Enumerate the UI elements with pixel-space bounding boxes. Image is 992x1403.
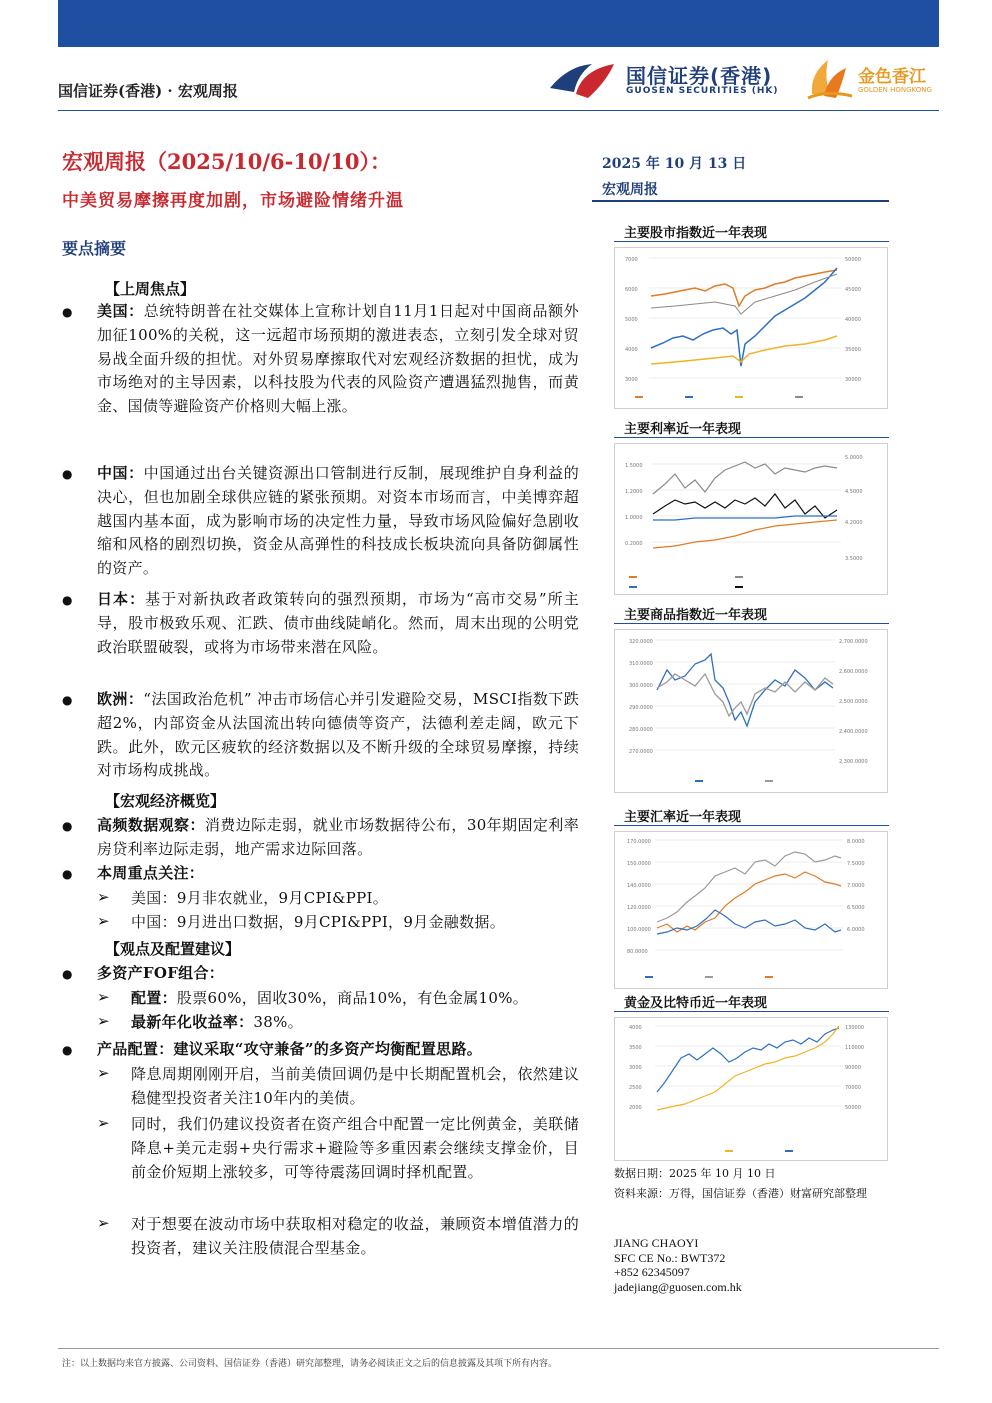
svg-text:5000: 5000 xyxy=(625,317,638,323)
chart-equity xyxy=(614,247,888,409)
label-product: 产品配置：建议采取“攻守兼备”的多资产均衡配置思路。 xyxy=(97,1040,483,1058)
text-cn: 中国通过出台关键资源出口管制进行反制，展现维护自身利益的决心，但也加剧全球供应链的紧张预期。对资本市场而言，中美博弈超越国内基本面，成为影响市场的决定性力量，导致市场风险偏好急剧收缩和风格的剧烈切换，资金从高弹性的科技成长板块流向具备防御属性的资产。 xyxy=(97,464,579,578)
chart-title-fx: 主要汇率近一年表现 xyxy=(624,810,742,825)
arrow-icon: ➢ xyxy=(97,1012,110,1030)
bullet-icon: ● xyxy=(62,693,73,707)
paragraph-us xyxy=(97,300,579,444)
svg-text:170.0000: 170.0000 xyxy=(627,839,651,845)
analyst-contact xyxy=(614,1236,742,1294)
report-type: 宏观周报 xyxy=(602,182,658,198)
text-yield: 38%。 xyxy=(253,1013,303,1031)
chart-rates xyxy=(614,443,888,595)
svg-text:1.0000: 1.0000 xyxy=(625,515,643,521)
svg-text:30000: 30000 xyxy=(845,377,861,383)
guosen-logo-cn: 国信证券(香港) xyxy=(626,64,773,88)
svg-text:6.0000: 6.0000 xyxy=(847,927,865,933)
chart-commodity xyxy=(614,629,888,793)
meta-divider xyxy=(592,200,889,202)
svg-text:35000: 35000 xyxy=(845,347,861,353)
label-jp: 日本： xyxy=(97,590,146,608)
svg-text:300.0000: 300.0000 xyxy=(629,683,653,689)
text-eu: “法国政治危机” 冲击市场信心并引发避险交易，MSCI指数下跌超2%，内部资金从法国流出转向德债等资产，法德利差走阔，欧元下跌。此外，欧元区疲软的经济数据以及不断升级的全球贸易摩擦，持续对市场构成挑战。 xyxy=(97,690,579,780)
svg-text:2,700.0000: 2,700.0000 xyxy=(839,639,868,645)
svg-text:310.0000: 310.0000 xyxy=(629,661,653,667)
svg-text:6.5000: 6.5000 xyxy=(847,905,865,911)
paragraph-cn xyxy=(97,462,579,582)
section-heading-macro: 【宏观经济概览】 xyxy=(105,792,226,810)
paragraph-fof xyxy=(97,962,579,986)
svg-text:3500: 3500 xyxy=(629,1045,642,1051)
label-yield: 最新年化收益率： xyxy=(131,1013,254,1031)
report-subtitle: 中美贸易摩擦再度加剧，市场避险情绪升温 xyxy=(62,191,404,211)
summary-heading: 要点摘要 xyxy=(62,239,127,258)
header-divider xyxy=(58,110,939,111)
svg-text:90000: 90000 xyxy=(845,1065,861,1071)
section-heading-advice: 【观点及配置建议】 xyxy=(105,940,241,958)
arrow-icon: ➢ xyxy=(97,1214,110,1232)
report-date: 2025 年 10 月 13 日 xyxy=(602,156,747,172)
svg-text:4000: 4000 xyxy=(629,1025,642,1031)
chart-fx xyxy=(614,831,888,989)
top-banner xyxy=(58,0,939,47)
golden-hongkong-logo xyxy=(806,56,946,104)
svg-text:7.5000: 7.5000 xyxy=(847,861,865,867)
svg-text:7000: 7000 xyxy=(625,257,638,263)
arrow-icon: ➢ xyxy=(97,988,110,1006)
advice-1: 降息周期刚刚开启，当前美债回调仍是中长期配置机会，依然建议稳健型投资者关注10年内的美债。 xyxy=(131,1065,579,1107)
golden-hongkong-en: GOLDEN HONGKONG xyxy=(858,86,932,94)
analyst-email[interactable]: jadejiang@guosen.com.hk xyxy=(614,1279,742,1294)
focus-us: 美国：9月非农就业，9月CPI&PPI。 xyxy=(131,889,389,907)
svg-text:4.2000: 4.2000 xyxy=(845,520,863,526)
data-date: 数据日期：2025 年 10 月 10 日 xyxy=(614,1167,776,1180)
header-label: 国信证券(香港) · 宏观周报 xyxy=(58,82,238,100)
arrow-icon: ➢ xyxy=(97,912,110,930)
svg-text:100.0000: 100.0000 xyxy=(627,927,651,933)
report-title: 宏观周报（2025/10/6-10/10）： xyxy=(62,149,391,174)
svg-text:140.0000: 140.0000 xyxy=(627,883,651,889)
svg-text:0.2000: 0.2000 xyxy=(625,541,643,547)
svg-text:150.0000: 150.0000 xyxy=(627,861,651,867)
svg-text:110000: 110000 xyxy=(845,1045,865,1051)
svg-text:7.0000: 7.0000 xyxy=(847,883,865,889)
chart-gold-btc xyxy=(614,1017,888,1161)
svg-text:2,400.0000: 2,400.0000 xyxy=(839,729,868,735)
svg-text:70000: 70000 xyxy=(845,1085,861,1091)
svg-text:280.0000: 280.0000 xyxy=(629,727,653,733)
svg-text:40000: 40000 xyxy=(845,317,861,323)
svg-text:50000: 50000 xyxy=(845,1105,861,1111)
chart-title-rule xyxy=(614,241,889,242)
svg-text:320.0000: 320.0000 xyxy=(629,639,653,645)
svg-text:2,500.0000: 2,500.0000 xyxy=(839,699,868,705)
chart-title-rates: 主要利率近一年表现 xyxy=(624,422,742,437)
chart-title-rule xyxy=(614,1011,889,1012)
svg-text:130000: 130000 xyxy=(845,1025,865,1031)
guosen-logo-icon xyxy=(548,58,620,104)
golden-hongkong-cn: 金色香江 xyxy=(858,67,926,87)
bullet-icon: ● xyxy=(62,593,73,607)
label-alloc: 配置： xyxy=(131,989,177,1007)
label-eu: 欧洲： xyxy=(97,690,144,708)
bullet-icon: ● xyxy=(62,467,73,481)
svg-text:4.5000: 4.5000 xyxy=(845,489,863,495)
label-focus: 本周重点关注： xyxy=(97,864,205,882)
label-hf: 高频数据观察： xyxy=(97,816,205,834)
bullet-icon: ● xyxy=(62,819,73,833)
paragraph-jp xyxy=(97,588,579,684)
svg-text:2,600.0000: 2,600.0000 xyxy=(839,669,868,675)
section-heading-focus: 【上周焦点】 xyxy=(105,280,196,298)
bullet-icon: ● xyxy=(62,967,73,981)
label-cn: 中国： xyxy=(97,464,144,482)
chart-title-rule xyxy=(614,623,889,624)
arrow-icon: ➢ xyxy=(97,1114,110,1132)
svg-text:2500: 2500 xyxy=(629,1085,642,1091)
svg-text:120.0000: 120.0000 xyxy=(627,905,651,911)
golden-hongkong-logo-icon xyxy=(806,56,854,102)
paragraph-product xyxy=(97,1038,579,1062)
svg-text:2,300.0000: 2,300.0000 xyxy=(839,759,868,765)
text-jp: 基于对新执政者政策转向的强烈预期，市场为“高市交易”所主导，股市极致乐观、汇跌、债市曲线陡峭化。然而，周末出现的公明党政治联盟破裂，或将为市场带来潜在风险。 xyxy=(97,590,579,656)
label-us: 美国： xyxy=(97,302,144,320)
svg-text:5.0000: 5.0000 xyxy=(845,455,863,461)
advice-2: 同时，我们仍建议投资者在资产组合中配置一定比例黄金，美联储降息+美元走弱+央行需求+避险等多重因素会继续支撑金价，目前金价短期上涨较多，可等待震荡回调时择机配置。 xyxy=(131,1115,579,1181)
chart-title-equity: 主要股市指数近一年表现 xyxy=(624,226,768,241)
bullet-icon: ● xyxy=(62,867,73,881)
svg-text:290.0000: 290.0000 xyxy=(629,705,653,711)
text-hf: 消费边际走弱，就业市场数据待公布，30年期固定利率房贷利率边际走弱，地产需求边际回落。 xyxy=(97,816,579,858)
svg-text:1.5000: 1.5000 xyxy=(625,463,643,469)
bullet-icon: ● xyxy=(62,1043,73,1057)
focus-cn: 中国：9月进出口数据，9月CPI&PPI，9月金融数据。 xyxy=(131,913,505,931)
svg-text:3.5000: 3.5000 xyxy=(845,556,863,562)
chart-title-rule xyxy=(614,437,889,438)
svg-text:3000: 3000 xyxy=(625,377,638,383)
analyst-name: JIANG CHAOYI xyxy=(614,1236,699,1250)
advice-3: 对于想要在波动市场中获取相对稳定的收益，兼顾资本增值潜力的投资者，建议关注股债混合型基金。 xyxy=(131,1215,579,1257)
svg-text:6000: 6000 xyxy=(625,287,638,293)
footer-disclaimer: 注：以上数据均来官方披露、公司资料、国信证券（香港）研究部整理，请务必阅读正文之后的信息披露及其项下所有内容。 xyxy=(62,1359,558,1369)
svg-text:80.0000: 80.0000 xyxy=(627,949,648,955)
svg-text:270.0000: 270.0000 xyxy=(629,749,653,755)
svg-text:1.2000: 1.2000 xyxy=(625,489,643,495)
label-fof: 多资产FOF组合： xyxy=(97,964,225,982)
chart-title-gold-btc: 黄金及比特币近一年表现 xyxy=(624,996,768,1011)
analyst-phone: +852 62345097 xyxy=(614,1265,690,1279)
arrow-icon: ➢ xyxy=(97,1064,110,1082)
analyst-sfc: SFC CE No.: BWT372 xyxy=(614,1250,726,1265)
svg-text:4000: 4000 xyxy=(625,347,638,353)
bullet-icon: ● xyxy=(62,305,73,319)
svg-text:3000: 3000 xyxy=(629,1065,642,1071)
text-us: 总统特朗普在社交媒体上宣称计划自11月1日起对中国商品额外加征100%的关税，这一远超市场预期的激进表态，立刻引发全球对贸易战全面升级的担忧。对外贸易摩擦取代对宏观经济数据的担忧，成为市场绝对的主导因素，以科技股为代表的风险资产遭遇猛烈抛售，而黄金、国债等避险资产价格则大幅上涨。 xyxy=(97,302,579,416)
guosen-logo-en: GUOSEN SECURITIES (HK) xyxy=(626,86,779,96)
yield-line xyxy=(131,1010,579,1034)
chart-title-rule xyxy=(614,825,889,826)
chart-title-commodity: 主要商品指数近一年表现 xyxy=(624,608,768,623)
footer-divider xyxy=(58,1348,939,1349)
svg-text:8.0000: 8.0000 xyxy=(847,839,865,845)
svg-text:50000: 50000 xyxy=(845,257,861,263)
paragraph-hf xyxy=(97,814,579,862)
guosen-logo xyxy=(548,58,788,106)
alloc-line xyxy=(131,986,579,1010)
arrow-icon: ➢ xyxy=(97,888,110,906)
paragraph-eu xyxy=(97,688,579,784)
text-alloc: 股票60%，固收30%，商品10%，有色金属10%。 xyxy=(176,989,529,1007)
svg-text:45000: 45000 xyxy=(845,287,861,293)
data-source: 资料来源：万得，国信证券（香港）财富研究部整理 xyxy=(614,1187,867,1200)
svg-text:2000: 2000 xyxy=(629,1105,642,1111)
paragraph-focus xyxy=(97,862,579,886)
